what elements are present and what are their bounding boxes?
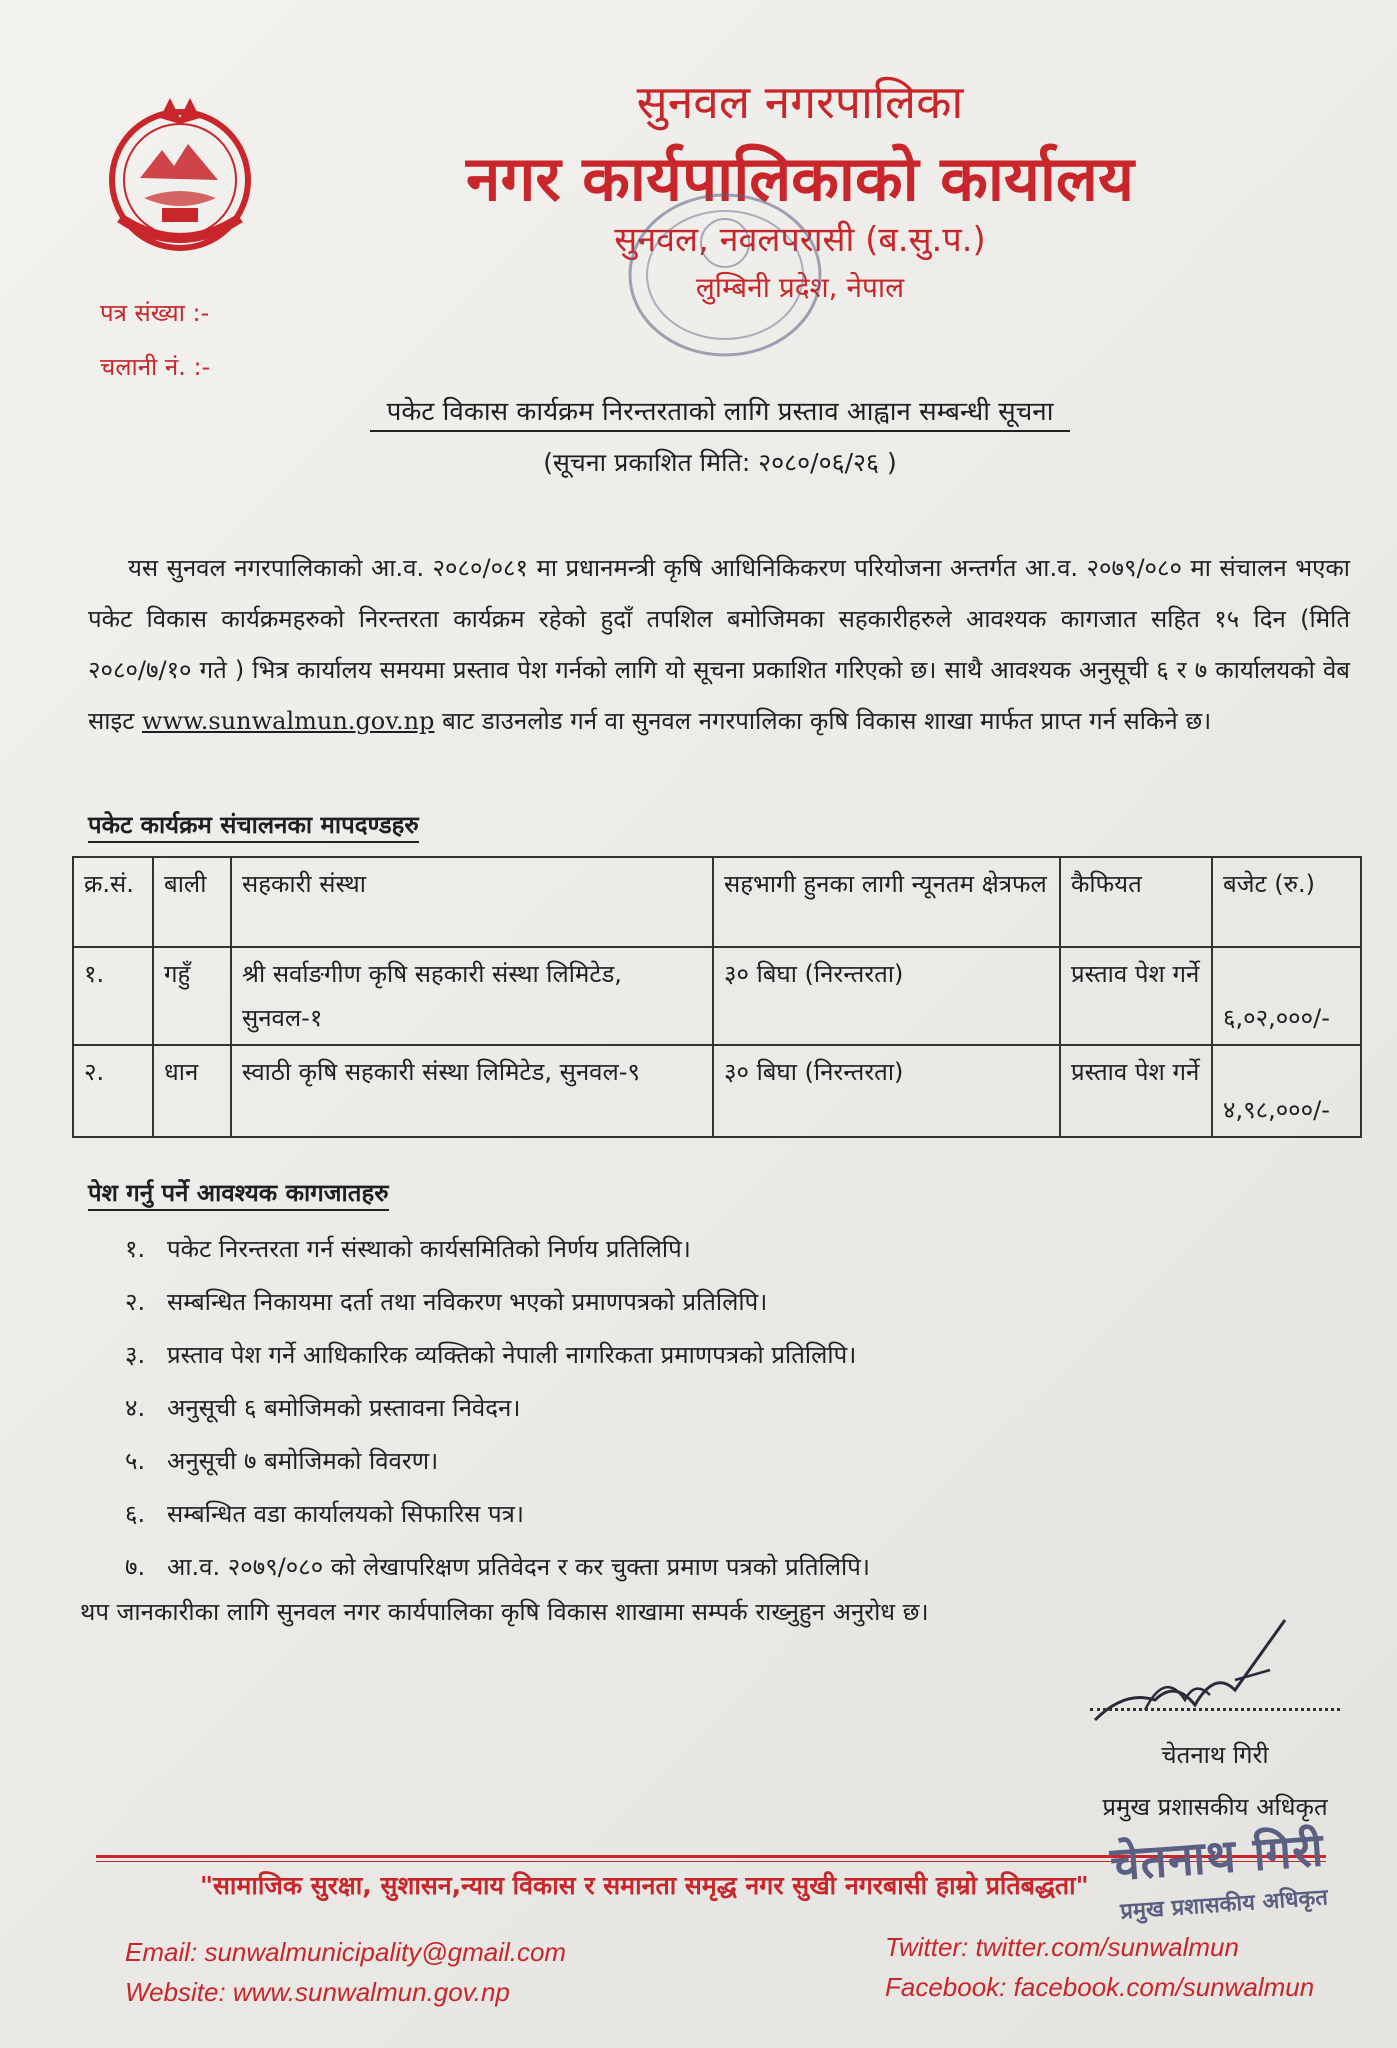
table-row [73, 947, 1361, 1045]
documents-list [125, 1223, 1325, 1594]
list-item [125, 1276, 1325, 1329]
list-text: अनुसूची ७ बमोजिमको विवरण। [167, 1447, 439, 1475]
table-cell: श्री सर्वाङगीण कृषि सहकारी संस्था लिमिटेड, सुनवल-१ [231, 947, 713, 1045]
table-cell: ६,०२,०००/- [1212, 947, 1361, 1045]
column-header: सहभागी हुनका लागी न्यूनतम क्षेत्रफल [713, 857, 1060, 947]
body-text-part2: बाट डाउनलोड गर्न वा सुनवल नगरपालिका कृषि विकास शाखा मार्फत प्राप्त गर्न सकिने छ। [442, 707, 1212, 735]
list-number: ७. [125, 1553, 146, 1581]
office-name: नगर कार्यपालिकाको कार्यालय [466, 142, 1134, 215]
signature-line [1090, 1708, 1340, 1711]
list-text: आ.व. २०७९/०८० को लेखापरिक्षण प्रतिवेदन र कर चुक्ता प्रमाण पत्रको प्रतिलिपि। [167, 1553, 870, 1581]
list-item [125, 1541, 1325, 1594]
table-row [73, 1045, 1361, 1137]
column-header: सहकारी संस्था [231, 857, 713, 947]
list-text: सम्बन्धित निकायमा दर्ता तथा नविकरण भएको प्रमाणपत्रको प्रतिलिपि। [167, 1288, 768, 1316]
list-item [125, 1488, 1325, 1541]
list-number: ४. [125, 1394, 146, 1422]
table-cell: ४,९८,०००/- [1212, 1045, 1361, 1137]
footer-twitter[interactable]: Twitter: twitter.com/sunwalmun [885, 1932, 1239, 1962]
list-number: ३. [125, 1341, 146, 1369]
list-number: ५. [125, 1447, 146, 1475]
table-cell: २. [73, 1045, 153, 1137]
column-header: क्र.सं. [73, 857, 153, 947]
list-text: अनुसूची ६ बमोजिमको प्रस्तावना निवेदन। [167, 1394, 521, 1422]
website-link[interactable]: www.sunwalmun.gov.np [141, 707, 435, 735]
government-emblem-icon [100, 88, 260, 258]
table-cell: १. [73, 947, 153, 1045]
body-text-part1: यस सुनवल नगरपालिकाको आ.व. २०८०/०८१ मा प्रधानमन्त्री कृषि आधिनिकिकरण परियोजना अन्तर्गत आ.व. २०७९/०८० मा संचालन भएका पकेट विकास कार्यक्रमहरुको निरन्तरता कार्यक्रम रहेको हुदाँ तपशिल बमोजिमका सहकारीहरुले आवश्यक कागजात सहित १५ दिन (मिति २०८०/७/१० गते ) भित्र कार्यालय समयमा प्रस्ताव पेश गर्नको लागि यो सूचना प्रकाशित गरिएको छ। साथै आवश्यक अनुसूची ६ र ७ कार्यालयको वेब साइट [88, 554, 1350, 735]
signer-title: प्रमुख प्रशासकीय अधिकृत [1102, 1793, 1328, 1821]
list-item [125, 1435, 1325, 1488]
name-stamp-title: प्रमुख प्रशासकीय अधिकृत [1119, 1885, 1329, 1925]
table-cell: गहुँ [153, 947, 231, 1045]
column-header: बजेट (रु.) [1212, 857, 1361, 947]
list-text: प्रस्ताव पेश गर्ने आधिकारिक व्यक्तिको नेपाली नागरिकता प्रमाणपत्रको प्रतिलिपि। [167, 1341, 857, 1369]
criteria-heading: पकेट कार्यक्रम संचालनका मापदण्डहरु [88, 808, 419, 843]
list-number: १. [125, 1235, 146, 1263]
column-header: कैफियत [1060, 857, 1212, 947]
footer-website[interactable]: Website: www.sunwalmun.gov.np [125, 1977, 510, 2007]
table-cell: ३० बिघा (निरन्तरता) [713, 1045, 1060, 1137]
notice-title: पकेट विकास कार्यक्रम निरन्तरताको लागि प्रस्ताव आह्वान सम्बन्धी सूचना [370, 392, 1070, 432]
list-item [125, 1329, 1325, 1382]
table-cell: प्रस्ताव पेश गर्ने [1060, 947, 1212, 1045]
office-address: सुनवल, नवलपरासी (ब.सु.प.) [614, 220, 986, 260]
footer-slogan: "सामाजिक सुरक्षा, सुशासन,न्याय विकास र समानता समृद्ध नगर सुखी नगरबासी हाम्रो प्रतिबद्धता" [200, 1871, 1089, 1900]
municipality-name: सुनवल नगरपालिका [636, 75, 964, 129]
office-stamp-icon [600, 175, 850, 375]
documents-heading: पेश गर्नु पर्ने आवश्यक कागजातहरु [88, 1176, 389, 1211]
signer-name: चेतनाथ गिरी [1161, 1741, 1269, 1769]
table-cell: ३० बिघा (निरन्तरता) [713, 947, 1060, 1045]
list-text: पकेट निरन्तरता गर्न संस्थाको कार्यसमितिको निर्णय प्रतिलिपि। [167, 1235, 691, 1263]
list-text: सम्बन्धित वडा कार्यालयको सिफारिस पत्र। [167, 1500, 524, 1528]
office-province: लुम्बिनी प्रदेश, नेपाल [695, 271, 905, 304]
table-cell: धान [153, 1045, 231, 1137]
criteria-table [72, 856, 1362, 1138]
notice-body [88, 543, 1350, 747]
list-number: ६. [125, 1500, 146, 1528]
closing-line: थप जानकारीका लागि सुनवल नगर कार्यपालिका कृषि विकास शाखामा सम्पर्क राख्नुहुन अनुरोध छ। [80, 1598, 929, 1626]
table-cell: स्वाठी कृषि सहकारी संस्था लिमिटेड, सुनवल-९ [231, 1045, 713, 1137]
name-stamp: चेतनाथ गिरी [1108, 1822, 1326, 1892]
list-number: २. [125, 1288, 146, 1316]
table-header-row [73, 857, 1361, 947]
list-item [125, 1223, 1325, 1276]
column-header: बाली [153, 857, 231, 947]
letter-number-label: पत्र संख्या :- [100, 299, 210, 327]
list-item [125, 1382, 1325, 1435]
table-cell: प्रस्ताव पेश गर्ने [1060, 1045, 1212, 1137]
footer-facebook[interactable]: Facebook: facebook.com/sunwalmun [885, 1972, 1315, 2002]
notice-date: (सूचना प्रकाशित मिति: २०८०/०६/२६ ) [543, 448, 897, 477]
dispatch-number-label: चलानी नं. :- [100, 353, 211, 381]
handwritten-signature [1085, 1610, 1325, 1740]
footer-email[interactable]: Email: sunwalmunicipality@gmail.com [125, 1937, 567, 1967]
